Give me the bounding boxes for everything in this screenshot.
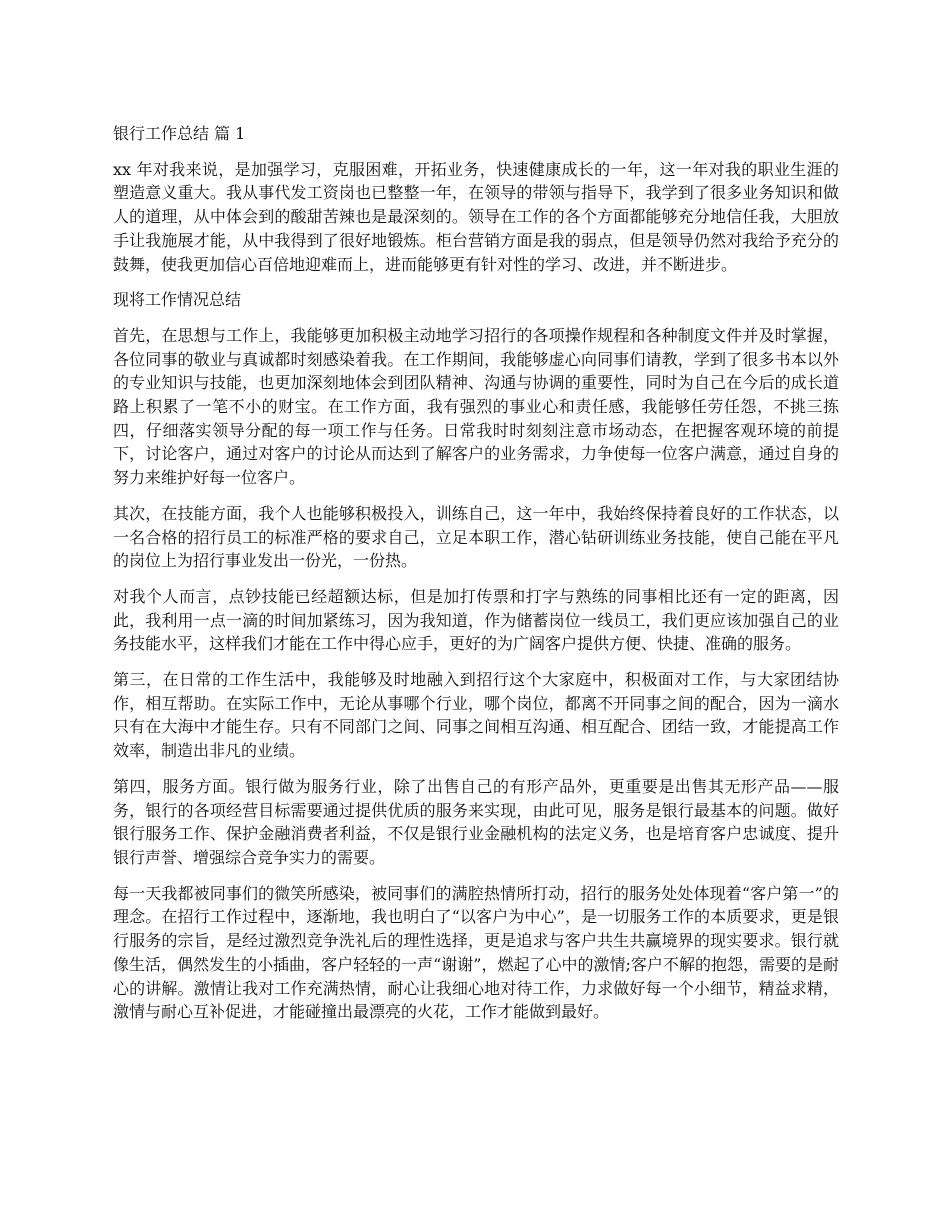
paragraph-second: 其次，在技能方面，我个人也能够积极投入，训练自己，这一年中，我始终保持着良好的工作状态，以一名合格的招行员工的标准严格的要求自己，立足本职工作，潜心钻研训练业务技能，使自己能在平凡的岗位上为招行事业发出一份光，一份热。 bbox=[113, 503, 839, 571]
section-label: 现将工作情况总结 bbox=[113, 290, 242, 310]
paragraph-fourth: 第四，服务方面。银行做为服务行业，除了出售自己的有形产品外，更重要是出售其无形产品——服务，银行的各项经营目标需要通过提供优质的服务来实现，由此可见，服务是银行最基本的问题。做好银行服务工作、保护金融消费者利益，不仅是银行业金融机构的法定义务，也是培育客户忠诚度、提升银行声誉、增强综合竞争实力的需要。 bbox=[113, 776, 839, 867]
paragraph-third: 第三，在日常的工作生活中，我能够及时地融入到招行这个大家庭中，积极面对工作，与大家团结协作，相互帮助。在实际工作中，无论从事哪个行业，哪个岗位，都离不开同事之间的配合，因为一滴水只有在大海中才能生存。只有不同部门之间、同事之间相互沟通、相互配合、团结一致，才能提高工作效率，制造出非凡的业绩。 bbox=[113, 670, 839, 761]
paragraph-first: 首先，在思想与工作上，我能够更加积极主动地学习招行的各项操作规程和各种制度文件并及时掌握，各位同事的敬业与真诚都时刻感染着我。在工作期间，我能够虚心向同事们请教，学到了很多书本以外的专业知识与技能，也更加深刻地体会到团队精神、沟通与协调的重要性，同时为自己在今后的成长道路上积累了一笔不小的财宝。在工作方面，我有强烈的事业心和责任感，我能够任劳任怨，不挑三拣四，仔细落实领导分配的每一项工作与任务。日常我时时刻刻注意市场动态，在把握客观环境的前提下，讨论客户，通过对客户的讨论从而达到了解客户的业务需求，力争使每一位客户满意，通过自身的努力来维护好每一位客户。 bbox=[113, 325, 839, 488]
paragraph-service: 每一天我都被同事们的微笑所感染，被同事们的满腔热情所打动，招行的服务处处体现着“客户第一”的理念。在招行工作过程中，逐渐地，我也明白了“以客户为中心”，是一切服务工作的本质要求，更是银行服务的宗旨，是经过激烈竞争洗礼后的理性选择，更是追求与客户共生共赢境界的现实要求。银行就像生活，偶然发生的小插曲，客户轻轻的一声“谢谢”，燃起了心中的激情;客户不解的抱怨，需要的是耐心的讲解。激情让我对工作充满热情，耐心让我细心地对待工作，力求做好每一个小细节，精益求精，激情与耐心互补促进，才能碰撞出最漂亮的火花，工作才能做到最好。 bbox=[113, 883, 839, 1022]
intro-paragraph: xx 年对我来说，是加强学习，克服困难，开拓业务，快速健康成长的一年，这一年对我的职业生涯的塑造意义重大。我从事代发工资岗也已整整一年，在领导的带领与指导下，我学到了很多业务知识和做人的道理，从中体会到的酸甜苦辣也是最深刻的。领导在工作的各个方面都能够充分地信任我，大胆放手让我施展才能，从中我得到了很好地锻炼。柜台营销方面是我的弱点，但是领导仍然对我给予充分的鼓舞，使我更加信心百倍地迎难而上，进而能够更有针对性的学习、改进，并不断进步。 bbox=[113, 159, 839, 274]
document-title: 银行工作总结 篇 1 bbox=[113, 124, 246, 143]
paragraph-personal: 对我个人而言，点钞技能已经超额达标，但是加打传票和打字与熟练的同事相比还有一定的距离，因此，我利用一点一滴的时间加紧练习，因为我知道，作为储蓄岗位一线员工，我们更应该加强自己的业务技能水平，这样我们才能在工作中得心应手，更好的为广阔客户提供方便、快捷、准确的服务。 bbox=[113, 586, 839, 654]
document-body bbox=[113, 122, 839, 1036]
